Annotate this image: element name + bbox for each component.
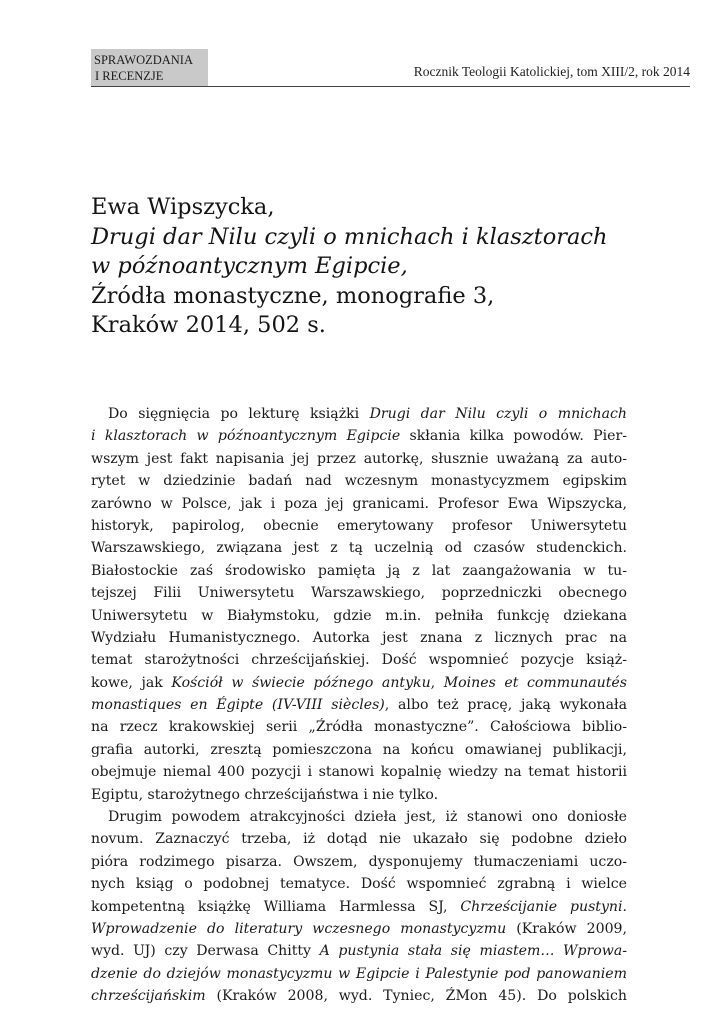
text-line: Drugim powodem atrakcyjności dzieła jest, iż stanowi ono doniosłe xyxy=(108,809,627,826)
text-line: dzenie do dziejów monastycyzmu w Egipcie i Palestynie pod panowaniem xyxy=(91,965,627,982)
book-author: Ewa Wipszycka, xyxy=(91,194,275,220)
text-line: wszym jest fakt napisania jej przez autorkę, słusznie uważaną za auto- xyxy=(91,450,627,467)
book-title-line2: w późnoantycznym Egipcie, xyxy=(91,253,408,279)
book-reference xyxy=(91,193,691,341)
text-line: Warszawskiego, związana jest z tą uczelnią od czasów studenckich. xyxy=(91,540,627,557)
review-body xyxy=(91,403,627,1008)
book-series: Źródła monastyczne, monografie 3, xyxy=(91,282,495,309)
text-line: obejmuje niemal 400 pozycji i stanowi kopalnię wiedzy na temat historii xyxy=(91,764,627,781)
text-line: Uniwersytetu w Białymstoku, gdzie m.in. pełniła funkcję dziekana xyxy=(91,607,627,624)
text-line: grafia autorki, zresztą pomieszczona na końcu omawianej publikacji, xyxy=(91,741,627,758)
section-label xyxy=(91,49,208,87)
text-line: kowe, jak Kościół w świecie późnego antyku, Moines et communautés xyxy=(91,674,627,691)
book-title-line1: Drugi dar Nilu czyli o mnichach i klasztorach xyxy=(91,223,608,250)
text-line: historyk, papirolog, obecnie emerytowany profesor Uniwersytetu xyxy=(91,517,627,534)
text-line: Białostockie zaś środowisko pamięta ją z lat zaangażowania w tu- xyxy=(91,562,627,579)
text-line: temat starożytności chrześcijańskiej. Dość wspomnieć pozycje książ- xyxy=(91,652,627,669)
section-label-line1: SPRAWOZDANIA xyxy=(94,53,193,67)
text-line: novum. Zaznaczyć trzeba, iż dotąd nie ukazało się podobne dzieło xyxy=(91,831,627,848)
text-line: Egiptu, starożytnego chrześcijaństwa i nie tylko. xyxy=(91,786,439,803)
text-line: wyd. UJ) czy Derwasa Chitty A pustynia stała się miastem… Wprowa- xyxy=(91,943,627,960)
text-line: monastiques en Égipte (IV-VIII siècles), albo też pracę, jaką wykonała xyxy=(91,697,627,714)
text-line: rytet w dziedzinie badań nad wczesnym monastycyzmem egipskim xyxy=(91,473,627,490)
text-line: Do sięgnięcia po lekturę książki Drugi dar Nilu czyli o mnichach xyxy=(108,406,627,422)
text-line: chrześcijańskim (Kraków 2008, wyd. Tyniec, ŹMon 45). Do polskich xyxy=(91,988,627,1005)
header-rule xyxy=(91,86,690,87)
text-line: zarówno w Polsce, jak i poza jej granicami. Profesor Ewa Wipszycka, xyxy=(91,495,627,512)
running-head: Rocznik Teologii Katolickiej, tom XIII/2, rok 2014 xyxy=(413,64,690,79)
text-line: na rzecz krakowskiej serii „Źródła monastyczne”. Całościowa biblio- xyxy=(91,719,627,736)
text-line: pióra rodzimego pisarza. Owszem, dysponujemy tłumaczeniami uczo- xyxy=(91,853,627,870)
text-line: kompetentną książkę Williama Harmlessa SJ, Chrześcijanie pustyni. xyxy=(91,898,627,915)
text-line: tejszej Filii Uniwersytetu Warszawskiego, poprzedniczki obecnego xyxy=(91,585,627,602)
book-imprint: Kraków 2014, 502 s. xyxy=(91,312,326,338)
text-line: i klasztorach w późnoantycznym Egipcie skłania kilka powodów. Pier- xyxy=(91,428,627,445)
text-line: Wprowadzenie do literatury wczesnego monastycyzmu (Kraków 2009, xyxy=(91,920,627,937)
text-line: Wydziału Humanistycznego. Autorka jest znana z licznych prac na xyxy=(91,629,627,646)
text-line: nych ksiąg o podobnej tematyce. Dość wspomnieć zgrabną i wielce xyxy=(91,876,627,893)
section-label-line2: I RECENZJE xyxy=(95,69,164,83)
